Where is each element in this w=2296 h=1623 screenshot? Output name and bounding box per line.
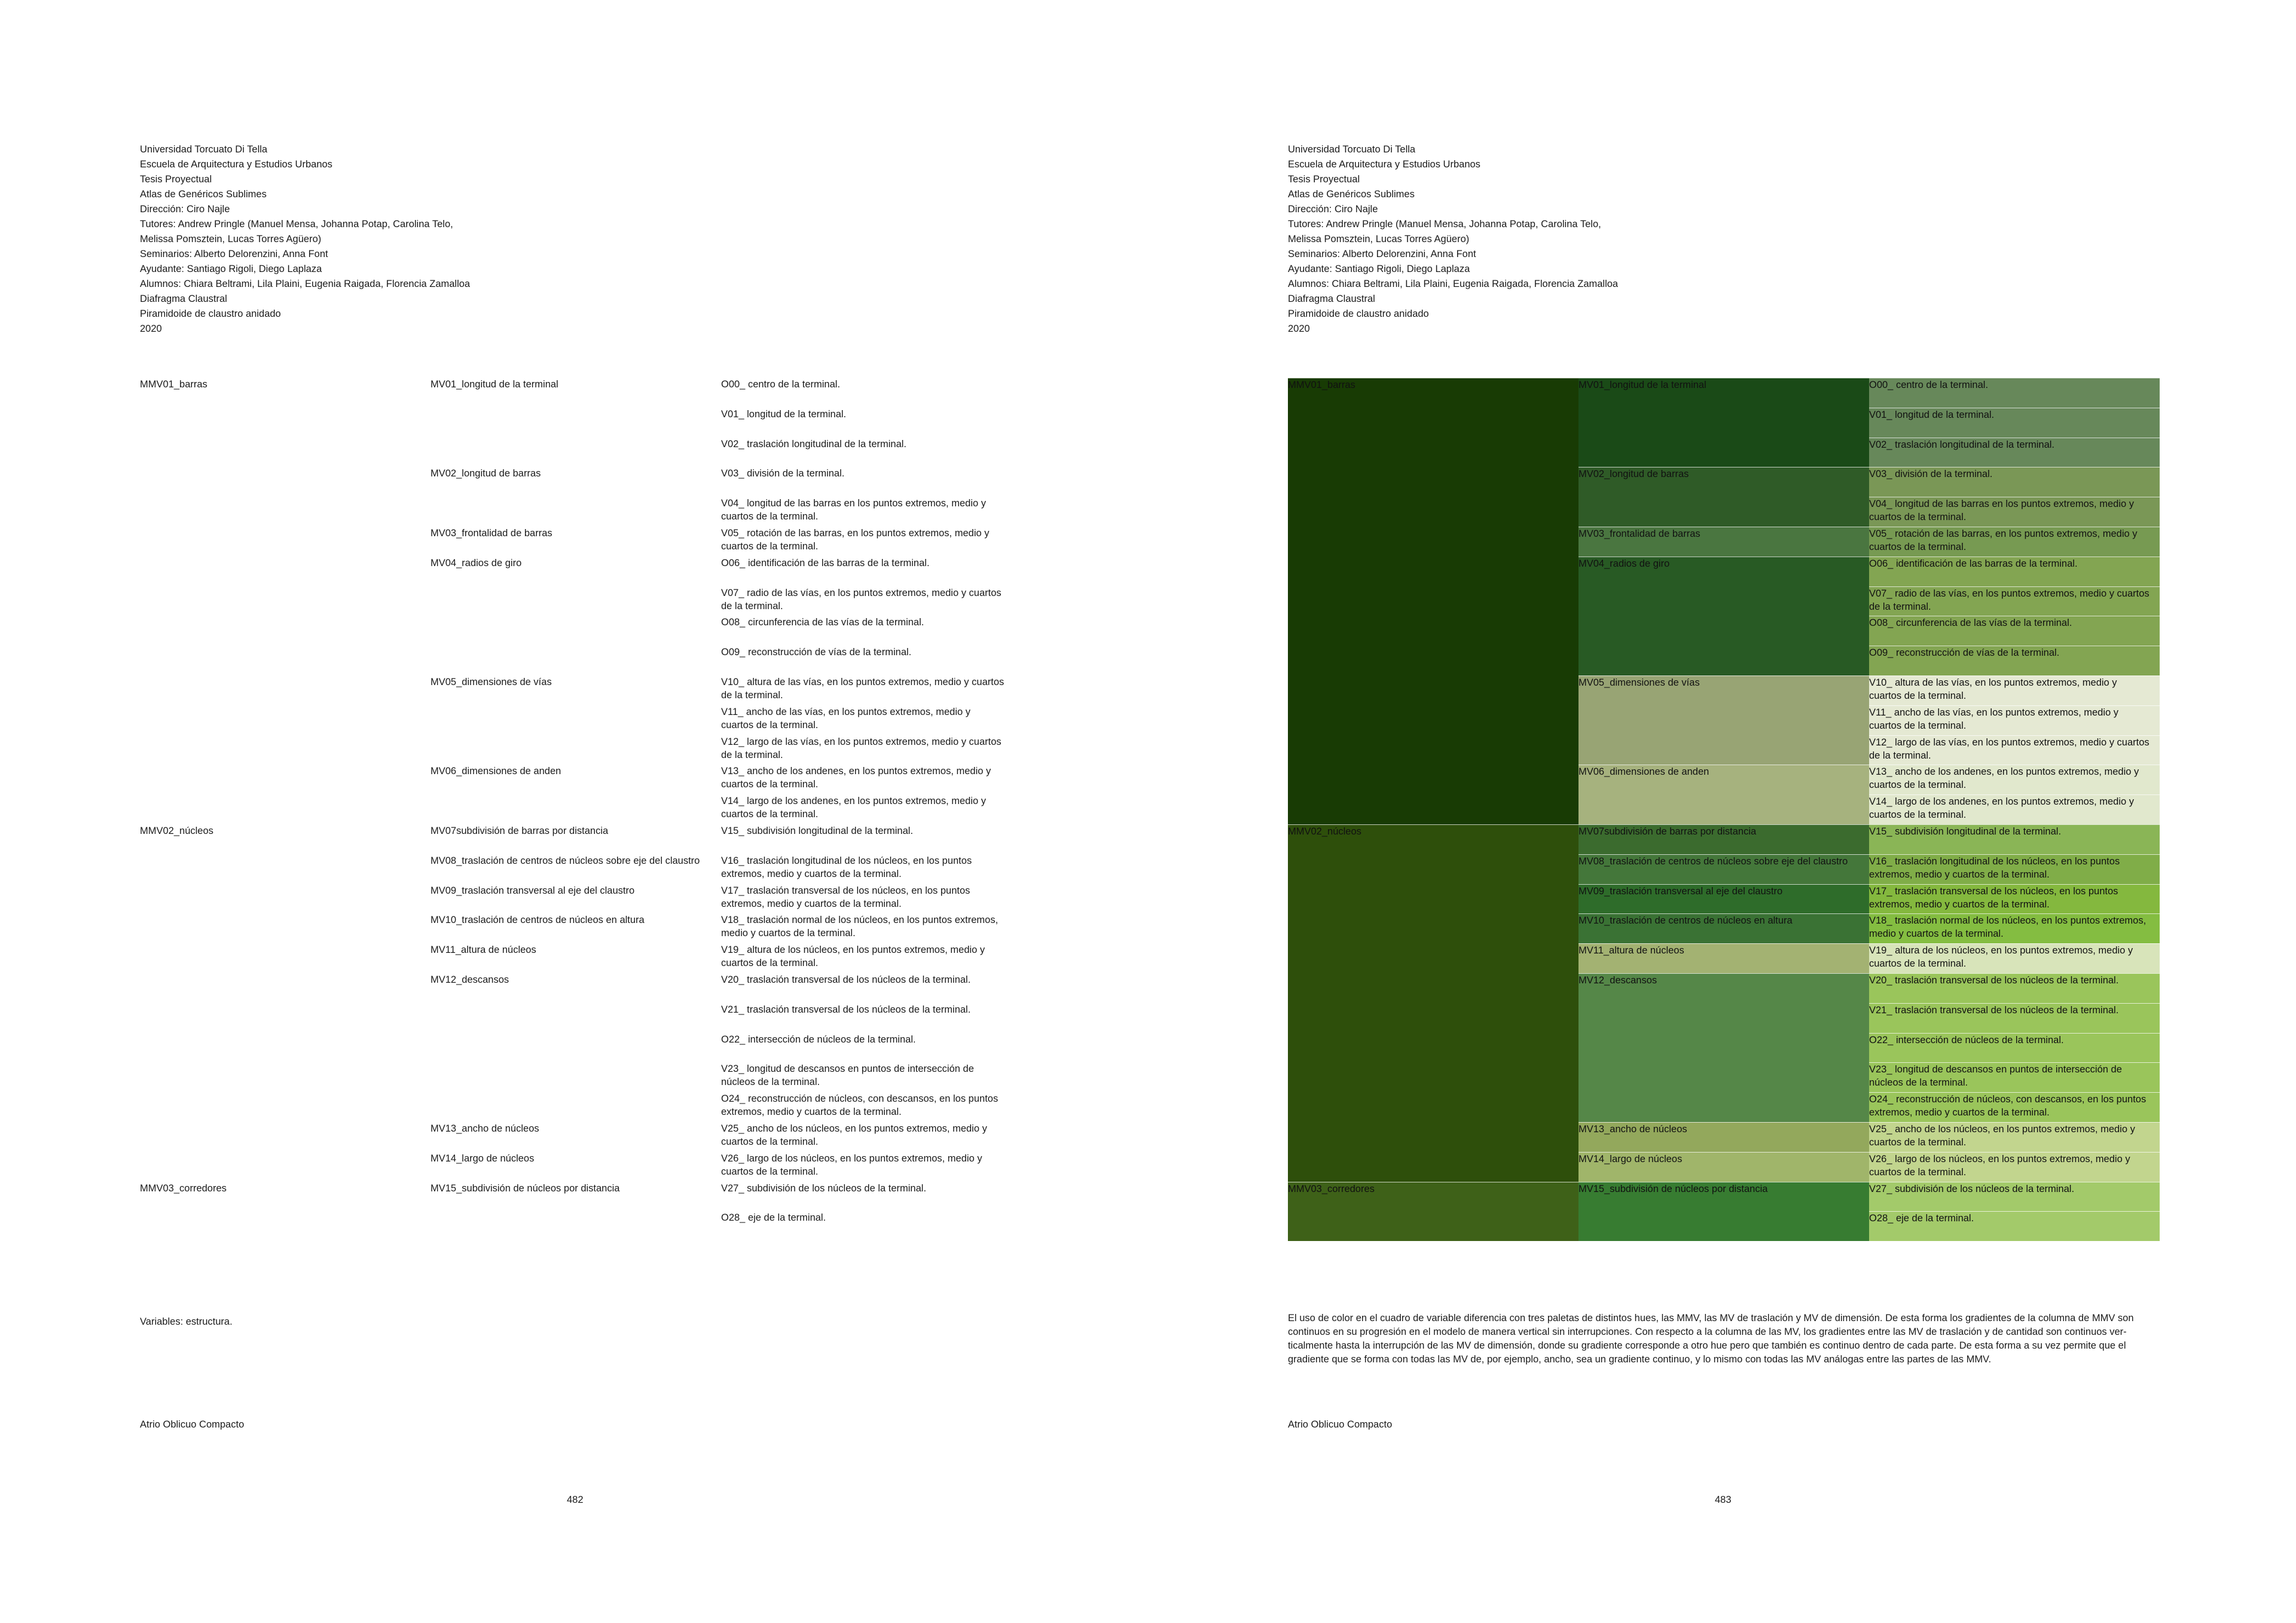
footer-title: Atrio Oblicuo Compacto [140,1419,245,1430]
mv-label: MV01_longitud de la terminal [430,379,558,390]
right-page [1148,0,2296,1623]
mv-block [1578,1152,1869,1182]
mv-label: MV02_longitud de barras [1578,469,1689,480]
variable-block [1869,527,2160,557]
variable-label: O22_ intersección de núcleos de la terminal. [721,1034,916,1045]
mv-label: MV08_traslación de centros de núcleos sobre eje del claustro [430,855,700,866]
mv-label: MV14_largo de núcleos [430,1153,535,1164]
variable-label: V27_ subdivisión de los núcleos de la terminal. [1869,1183,2075,1194]
variable-label: V12_ largo de las vías, en los puntos extremos, medio y cuartos de la terminal. [721,736,1002,760]
mv-label: MV04_radios de giro [430,557,522,568]
variable-label: V21_ traslación transversal de los núcleos de la terminal. [721,1004,971,1015]
mv-block [1578,973,1869,1122]
variable-label: O08_ circunferencia de las vías de la terminal. [721,617,924,628]
mv-label: MV11_altura de núcleos [1578,945,1684,956]
thesis-header [1288,142,1618,337]
variable-label: V07_ radio de las vías, en los puntos extremos, medio y cuartos de la terminal. [1869,588,2150,612]
variable-label: V13_ ancho de los andenes, en los puntos extremos, medio y cuartos de la terminal. [721,766,991,790]
mmv-block [1288,378,1578,824]
header-line: Escuela de Arquitectura y Estudios Urbanos [140,159,332,170]
header-line: Tutores: Andrew Pringle (Manuel Mensa, Johanna Potap, Carolina Telo, Melissa Pomsztein, Lucas Torres Agüero) [1288,219,1601,244]
variable-block [1869,616,2160,646]
mmv-label: MMV03_corredores [1288,1183,1375,1194]
header-line: Seminarios: Alberto Delorenzini, Anna Font [140,249,328,259]
variable-label: V04_ longitud de las barras en los puntos extremos, medio y cuartos de la terminal. [1869,499,2135,523]
mv-label: MV13_ancho de núcleos [1578,1124,1687,1135]
variable-label: O09_ reconstrucción de vías de la terminal. [1869,647,2060,659]
mv-block [1578,467,1869,527]
variable-label: V03_ división de la terminal. [1869,469,1993,480]
mv-block [1578,943,1869,973]
variable-label: V02_ traslación longitudinal de la terminal. [721,438,907,450]
page-number: 482 [567,1494,584,1505]
variable-block [1869,1003,2160,1033]
header-line: 2020 [140,323,162,334]
color-description: El uso de color en el cuadro de variable diferencia con tres paletas de distintos hues, las MMV, las MV de traslación y MV de dimensión. De esta forma los gradientes de la columna de MMV son continuos en su progresión en el modelo de manera vertical sin interrupciones. Con respecto a la columna de las MV, los gradientes entre las MV de traslación y de cantidad son continuos ver-ticalmente hasta la interrupción de las MV de dimensión, donde su gradiente corresponde a otro hue pero que también es continuo dentro de cada parte. De esta forma a su vez permite que el gradiente que se forma con todas las MV de, por ejemplo, ancho, sea un gradiente continuo, y lo mismo con todas las MV análogas entre las partes de las MMV. [1288,1313,2134,1365]
variables-note: Variables: estructura. [140,1316,233,1327]
variable-label: O08_ circunferencia de las vías de la terminal. [1869,618,2072,629]
mv-label: MV11_altura de núcleos [430,945,536,956]
mv-label: MV12_descansos [1578,975,1657,986]
variable-label: V16_ traslación longitudinal de los núcleos, en los puntos extremos, medio y cuartos de la terminal. [1869,855,2120,880]
variable-label: O28_ eje de la terminal. [721,1212,826,1224]
header-line: Atlas de Genéricos Sublimes [140,189,267,200]
mmv-label: MMV01_barras [140,379,207,390]
mv-label: MV10_traslación de centros de núcleos en altura [1578,915,1793,927]
variable-label: V26_ largo de los núcleos, en los puntos extremos, medio y cuartos de la terminal. [721,1153,982,1177]
variable-label: O22_ intersección de núcleos de la terminal. [1869,1034,2064,1046]
variable-block [1869,1062,2160,1092]
variable-label: V15_ subdivisión longitudinal de la terminal. [1869,826,2062,837]
variable-label: V23_ longitud de descansos en puntos de intersección de núcleos de la terminal. [1869,1064,2122,1089]
mv-label: MV05_dimensiones de vías [1578,677,1700,688]
variable-label: V26_ largo de los núcleos, en los puntos extremos, medio y cuartos de la terminal. [1869,1153,2130,1178]
variable-block [1869,1152,2160,1182]
mmv-block [1288,824,1578,1182]
mv-label: MV04_radios de giro [1578,558,1670,569]
header-line: Tesis Proyectual [1288,174,1360,185]
header-line: Alumnos: Chiara Beltrami, Lila Plaini, Eugenia Raigada, Florencia Zamalloa [140,279,471,289]
variable-block [1869,1182,2160,1212]
variable-block [1869,735,2160,765]
variable-block [1869,854,2160,884]
variable-block [1869,884,2160,914]
variable-label: V10_ altura de las vías, en los puntos extremos, medio y cuartos de la terminal. [721,677,1004,701]
mv-block [1578,854,1869,884]
mv-label: MV08_traslación de centros de núcleos sobre eje del claustro [1578,855,1848,867]
variable-block [1869,943,2160,973]
header-line: Diafragma Claustral [1288,294,1375,304]
variable-label: V04_ longitud de las barras en los puntos extremos, medio y cuartos de la terminal. [721,498,987,522]
variable-label: V01_ longitud de la terminal. [721,408,847,420]
header-line: Ayudante: Santiago Rigoli, Diego Laplaza [140,264,322,274]
mv-block [1578,527,1869,557]
mv-label: MV06_dimensiones de anden [430,766,561,777]
mmv-label: MMV03_corredores [140,1182,227,1194]
mv-label: MV07subdivisión de barras por distancia [1578,826,1757,837]
mv-label: MV03_frontalidad de barras [1578,528,1700,539]
header-line: Universidad Torcuato Di Tella [140,144,268,155]
page-number: 483 [1715,1494,1732,1505]
variable-block [1869,497,2160,527]
mv-label: MV02_longitud de barras [430,468,541,479]
variable-block [1869,1122,2160,1152]
header-line: Piramidoide de claustro anidado [140,308,281,319]
variable-label: V15_ subdivisión longitudinal de la terminal. [721,826,914,836]
variable-block [1869,1211,2160,1241]
mv-label: MV07subdivisión de barras por distancia [430,826,609,836]
variable-label: V01_ longitud de la terminal. [1869,409,1995,420]
variable-block [1869,824,2160,854]
mv-block [1578,557,1869,676]
variable-label: V13_ ancho de los andenes, en los puntos extremos, medio y cuartos de la terminal. [1869,766,2139,791]
mv-label: MV09_traslación transversal al eje del claustro [430,885,635,896]
variable-block [1869,438,2160,467]
header-line: Diafragma Claustral [140,294,227,304]
variable-block [1869,765,2160,794]
variable-block [1869,408,2160,438]
variable-label: V18_ traslación normal de los núcleos, en los puntos extremos, medio y cuartos de la terminal. [721,915,999,939]
variable-block [1869,378,2160,408]
variable-label: O28_ eje de la terminal. [1869,1213,1974,1224]
variable-block [1869,676,2160,705]
variable-label: O00_ centro de la terminal. [721,379,841,390]
variable-label: V25_ ancho de los núcleos, en los puntos extremos, medio y cuartos de la terminal. [1869,1124,2135,1148]
variable-label: V12_ largo de las vías, en los puntos extremos, medio y cuartos de la terminal. [1869,736,2150,761]
footer-title: Atrio Oblicuo Compacto [1288,1419,1393,1430]
header-line: Ayudante: Santiago Rigoli, Diego Laplaza [1288,264,1470,274]
variable-label: V02_ traslación longitudinal de la terminal. [1869,439,2055,450]
variable-label: V14_ largo de los andenes, en los puntos extremos, medio y cuartos de la terminal. [721,796,987,820]
variable-block [1869,586,2160,616]
header-line: Alumnos: Chiara Beltrami, Lila Plaini, Eugenia Raigada, Florencia Zamalloa [1288,279,1619,289]
mv-label: MV01_longitud de la terminal [1578,380,1706,390]
mmv-label: MMV02_núcleos [140,826,213,836]
variable-label: V21_ traslación transversal de los núcleos de la terminal. [1869,1004,2119,1016]
variable-label: O24_ reconstrucción de núcleos, con descansos, en los puntos extremos, medio y cuartos de la terminal. [1869,1094,2147,1118]
header-line: Dirección: Ciro Najle [1288,204,1378,215]
variable-label: V19_ altura de los núcleos, en los puntos extremos, medio y cuartos de la terminal. [1869,945,2133,970]
variable-label: V16_ traslación longitudinal de los núcleos, en los puntos extremos, medio y cuartos de la terminal. [721,855,972,879]
variable-block [1869,467,2160,497]
mv-label: MV12_descansos [430,974,509,985]
mv-label: MV05_dimensiones de vías [430,677,552,687]
variable-label: V20_ traslación transversal de los núcleos de la terminal. [721,974,971,985]
variable-label: V27_ subdivisión de los núcleos de la terminal. [721,1182,927,1194]
header-line: Tesis Proyectual [140,174,212,185]
mv-block [1578,884,1869,914]
header-line: Seminarios: Alberto Delorenzini, Anna Font [1288,249,1476,259]
variable-label: V17_ traslación transversal de los núcleos, en los puntos extremos, medio y cuartos de la terminal. [1869,885,2118,910]
variable-label: V14_ largo de los andenes, en los puntos extremos, medio y cuartos de la terminal. [1869,796,2135,821]
mv-label: MV15_subdivisión de núcleos por distancia [430,1182,620,1194]
mv-label: MV14_largo de núcleos [1578,1153,1683,1164]
variable-block [1869,705,2160,735]
variable-block [1869,557,2160,586]
mv-block [1578,913,1869,943]
variable-label: V17_ traslación transversal de los núcleos, en los puntos extremos, medio y cuartos de la terminal. [721,885,970,909]
mv-label: MV10_traslación de centros de núcleos en altura [430,915,645,926]
mv-block [1578,676,1869,765]
variable-label: V19_ altura de los núcleos, en los puntos extremos, medio y cuartos de la terminal. [721,945,985,969]
variable-label: V03_ división de la terminal. [721,468,845,479]
variable-block [1869,913,2160,943]
variable-block [1869,646,2160,676]
variable-label: V20_ traslación transversal de los núcleos de la terminal. [1869,975,2119,986]
header-line: Atlas de Genéricos Sublimes [1288,189,1415,200]
variable-label: O24_ reconstrucción de núcleos, con descansos, en los puntos extremos, medio y cuartos de la terminal. [721,1093,999,1118]
header-line: Universidad Torcuato Di Tella [1288,144,1416,155]
thesis-header [140,142,470,337]
mv-label: MV03_frontalidad de barras [430,528,552,539]
mv-block [1578,1182,1869,1242]
variable-label: V05_ rotación de las barras, en los puntos extremos, medio y cuartos de la terminal. [1869,528,2138,552]
variable-label: O09_ reconstrucción de vías de la terminal. [721,647,912,658]
mv-label: MV15_subdivisión de núcleos por distancia [1578,1183,1768,1194]
header-line: Tutores: Andrew Pringle (Manuel Mensa, Johanna Potap, Carolina Telo, Melissa Pomsztein, Lucas Torres Agüero) [140,219,453,244]
variable-block [1869,1033,2160,1063]
mv-label: MV06_dimensiones de anden [1578,766,1709,778]
variable-block [1869,1092,2160,1122]
variable-label: V23_ longitud de descansos en puntos de intersección de núcleos de la terminal. [721,1063,974,1088]
variable-label: V05_ rotación de las barras, en los puntos extremos, medio y cuartos de la terminal. [721,528,990,552]
variable-block [1869,794,2160,824]
header-line: 2020 [1288,323,1310,334]
variable-label: V11_ ancho de las vías, en los puntos extremos, medio y cuartos de la terminal. [1869,707,2119,731]
mmv-label: MMV02_núcleos [1288,826,1361,837]
variable-label: V11_ ancho de las vías, en los puntos extremos, medio y cuartos de la terminal. [721,706,971,730]
mv-block [1578,378,1869,467]
header-line: Piramidoide de claustro anidado [1288,308,1429,319]
variable-label: V18_ traslación normal de los núcleos, en los puntos extremos, medio y cuartos de la terminal. [1869,915,2147,940]
variable-label: V25_ ancho de los núcleos, en los puntos extremos, medio y cuartos de la terminal. [721,1123,987,1147]
variable-label: O00_ centro de la terminal. [1869,380,1989,390]
mv-block [1578,765,1869,824]
mv-label: MV13_ancho de núcleos [430,1123,539,1134]
variable-block [1869,973,2160,1003]
header-line: Dirección: Ciro Najle [140,204,230,215]
header-line: Escuela de Arquitectura y Estudios Urbanos [1288,159,1480,170]
mmv-label: MMV01_barras [1288,380,1355,390]
variable-label: O06_ identificación de las barras de la terminal. [1869,558,2078,569]
variable-label: V07_ radio de las vías, en los puntos extremos, medio y cuartos de la terminal. [721,587,1002,612]
mv-label: MV09_traslación transversal al eje del claustro [1578,885,1783,897]
mmv-block [1288,1182,1578,1242]
mv-block [1578,1122,1869,1152]
variable-label: O06_ identificación de las barras de la terminal. [721,557,930,568]
mv-block [1578,824,1869,854]
variable-label: V10_ altura de las vías, en los puntos extremos, medio y cuartos de la terminal. [1869,677,2117,701]
